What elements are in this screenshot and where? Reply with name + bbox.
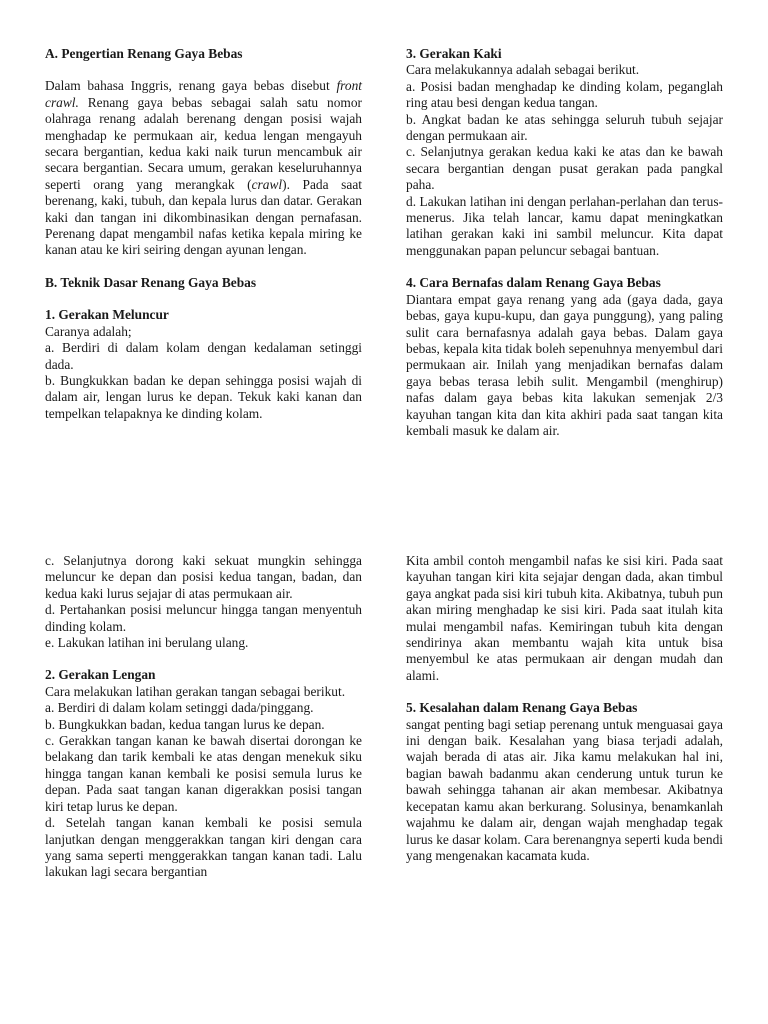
page1-left-column (45, 46, 362, 422)
gerakan-kaki-step-b: b. Angkat badan ke atas sehingga seluruh tubuh sejajar dengan permukaan air. (406, 111, 723, 144)
gerakan-kaki-step-d: d. Lakukan latihan ini dengan perlahan-perlahan dan terus-menerus. Jika telah lancar, kamu dapat meningkatkan latihan gerakan kaki ini sambil meluncur. Kita dapat menggunakan papan peluncur sebagai bantuan. (406, 193, 723, 258)
page2-right-column (406, 553, 723, 864)
a-para-text-1: Dalam bahasa Inggris, renang gaya bebas disebut (45, 78, 337, 94)
gerakan-meluncur-step-c: c. Selanjutnya dorong kaki sekuat mungkin sehingga meluncur ke depan dan posisi kedua tangan, badan, dan kedua kaki lurus sejajar di atas permukaan air. (45, 553, 362, 601)
page1-right-column (406, 46, 723, 439)
cara-bernafas-paragraph: Diantara empat gaya renang yang ada (gaya dada, gaya bebas, gaya kupu-kupu, dan gaya punggung), yang paling sulit cara bernafasnya adalah gaya bebas. Dalam gaya bebas, kepala kita tidak boleh sepenuhnya menyembul dari permukaan air. Inilah yang menjadikan bernafas dalam gaya bebas terasa lebih sulit. Mengambil (menghirup) nafas dalam gaya bebas kita lakukan semenjak 2/3 kayuhan tangan kita dan kita akhiri pada saat tangan kita kembali masuk ke dalam air. (406, 291, 723, 438)
gerakan-kaki-intro: Cara melakukannya adalah sebagai berikut. (406, 62, 640, 78)
gerakan-lengan-step-b: b. Bungkukkan badan, kedua tangan lurus ke depan. (45, 716, 325, 732)
page2-left-column (45, 553, 362, 881)
gerakan-kaki-step-c: c. Selanjutnya gerakan kedua kaki ke atas dan ke bawah secara bergantian dengan pusat gerakan pada pangkal paha. (406, 144, 723, 193)
cara-bernafas-continued: Kita ambil contoh mengambil nafas ke sisi kiri. Pada saat kayuhan tangan kiri kita sejajar dengan dada, akan timbul gaya angkat pada sisi kiri tubuh kita. Akibatnya, tubuh pun akan miring menghadap ke sisi kiri. Pada saat itulah kita mulai mengambil nafas. Kemiringan tubuh kita dengan sendirinya akan membantu wajah kita untuk bisa menyembul ke atas permukaan air dengan mudah dan alami. (406, 553, 723, 683)
gerakan-lengan-step-c: c. Gerakkan tangan kanan ke bawah disertai dorongan ke belakang dan tarik kembali ke atas dengan menekuk siku hingga tangan kanan kembali ke posisi semula lurus ke depan. Pada saat tangan kanan digerakkan posisi tangan kiri tetap lurus ke depan. (45, 733, 362, 814)
gerakan-meluncur-heading: 1. Gerakan Meluncur (45, 307, 169, 323)
gerakan-lengan-heading: 2. Gerakan Lengan (45, 667, 156, 683)
kesalahan-heading: 5. Kesalahan dalam Renang Gaya Bebas (406, 700, 638, 716)
a-para-text-2: Renang gaya bebas sebagai salah satu nomor olahraga renang adalah berenang dengan posisi wajah menghadap ke permukaan air, kedua lengan mengayuh secara bergantian, kedua kaki naik turun mencambuk air secara bergantian. Secara umum, gerakan keseluruhannya seperti orang yang merangkak ( (45, 94, 362, 192)
gerakan-meluncur-step-a: a. Berdiri di dalam kolam dengan kedalaman setinggi dada. (45, 340, 362, 372)
gerakan-kaki-heading: 3. Gerakan Kaki (406, 46, 502, 61)
gerakan-lengan-intro: Cara melakukan latihan gerakan tangan sebagai berikut. (45, 683, 346, 699)
cara-bernafas-heading: 4. Cara Bernafas dalam Renang Gaya Bebas (406, 275, 661, 291)
gerakan-meluncur-step-e: e. Lakukan latihan ini berulang ulang. (45, 635, 249, 651)
gerakan-meluncur-intro: Caranya adalah; (45, 323, 132, 339)
section-b-heading: B. Teknik Dasar Renang Gaya Bebas (45, 274, 257, 290)
gerakan-lengan-step-d: d. Setelah tangan kanan kembali ke posisi semula lanjutkan dengan menggerakkan tangan kiri dengan cara yang sama seperti menggerakkan tangan kanan tadi. Lalu lakukan lagi secara bergantian (45, 815, 362, 880)
gerakan-meluncur-step-b: b. Bungkukkan badan ke depan sehingga posisi wajah di dalam air, lengan lurus ke depan. Tekuk kaki kanan dan tempelkan telapaknya ke dinding kolam. (45, 372, 362, 421)
section-a-paragraph (45, 78, 362, 258)
a-para-italic-crawl: crawl (251, 176, 283, 192)
a-para-text-3: ). Pada saat berenang, kaki, tubuh, dan kepala lurus dan datar. Gerakan kaki dan tangan ini dikombinasikan dengan pernafasan. Perenang dapat mengambil nafas ketika kepala miring ke kanan atau ke kiri seiring dengan ayunan lengan. (45, 176, 362, 258)
gerakan-kaki-step-a: a. Posisi badan menghadap ke dinding kolam, peganglah ring atau besi dengan kedua tangan. (406, 78, 723, 111)
a-para-italic-front-crawl: front crawl. (45, 78, 362, 110)
gerakan-lengan-step-a: a. Berdiri di dalam kolam setinggi dada/pinggang. (45, 700, 314, 716)
kesalahan-paragraph: sangat penting bagi setiap perenang untuk menguasai gaya ini dengan baik. Kesalahan yang biasa terjadi adalah, wajah berada di atas air. Jika kamu melakukan hal ini, bagian bawah badanmu akan cenderung untuk turun ke bawah sehingga tahanan air akan membesar. Akibatnya kecepatan kamu akan berkurang. Solusinya, benamkanlah wajahmu ke dalam air, dengan wajah menghadap tegak lurus ke dasar kolam. Cara berenangnya seperti kuda bendi yang mengenakan kacamata kuda. (406, 716, 723, 863)
gerakan-meluncur-step-d: d. Pertahankan posisi meluncur hingga tangan menyentuh dinding kolam. (45, 602, 362, 634)
section-a-heading: A. Pengertian Renang Gaya Bebas (45, 46, 243, 61)
